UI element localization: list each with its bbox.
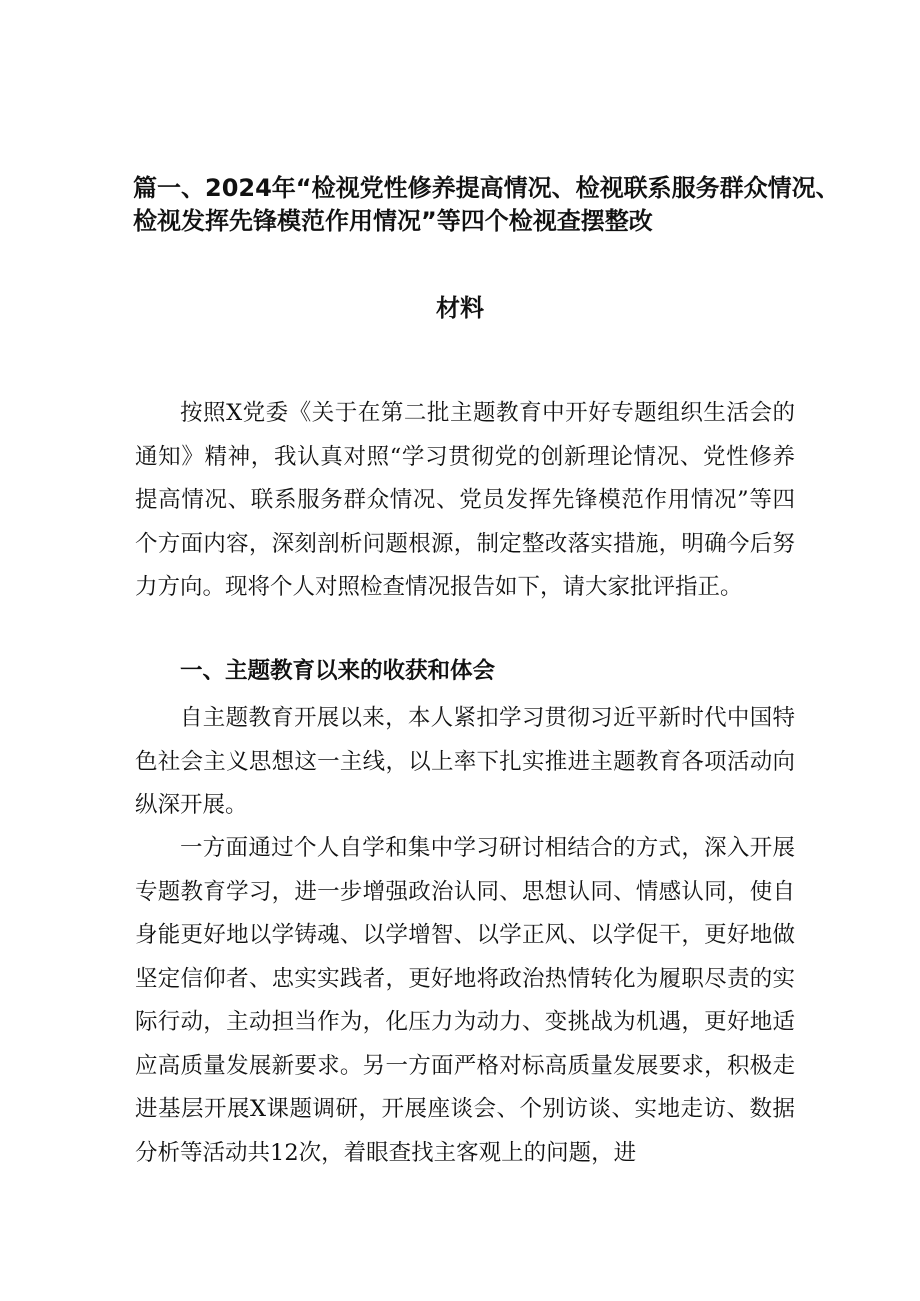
section-paragraph: 自主题教育开展以来，本人紧扣学习贯彻习近平新时代中国特色社会主义思想这一主线，以上率下扎实推进主题教育各项活动向纵深开展。: [135, 705, 795, 818]
document-title-line-3: 材料: [436, 294, 484, 322]
section-heading: 一、主题教育以来的收获和体会: [180, 658, 496, 684]
intro-paragraph: 按照X党委《关于在第二批主题教育中开好专题组织生活会的通知》精神，我认真对照“学习贯彻党的创新理论情况、党性修养提高情况、联系服务群众情况、党员发挥先锋模范作用情况”等四个方面内容，深刻剖析问题根源，制定整改落实措施，明确今后努力方向。现将个人对照检查情况报告如下，请大家批评指正。: [135, 400, 795, 600]
document-title-line-1: 篇一、2024年“检视党性修养提高情况、检视联系服务群众情况、: [133, 174, 840, 202]
document-title-line-2: 检视发挥先锋模范作用情况”等四个检视查摆整改: [133, 207, 653, 235]
section-paragraph: 一方面通过个人自学和集中学习研讨相结合的方式，深入开展专题教育学习，进一步增强政治认同、思想认同、情感认同，使自身能更好地以学铸魂、以学增智、以学正风、以学促干，更好地做坚定信仰者、忠实实践者，更好地将政治热情转化为履职尽责的实际行动，主动担当作为，化压力为动力、变挑战为机遇，更好地适应高质量发展新要求。另一方面严格对标高质量发展要求，积极走进基层开展X课题调研，开展座谈会、个别访谈、实地走访、数据分析等活动共12次，着眼查找主客观上的问题，进: [135, 835, 795, 1166]
